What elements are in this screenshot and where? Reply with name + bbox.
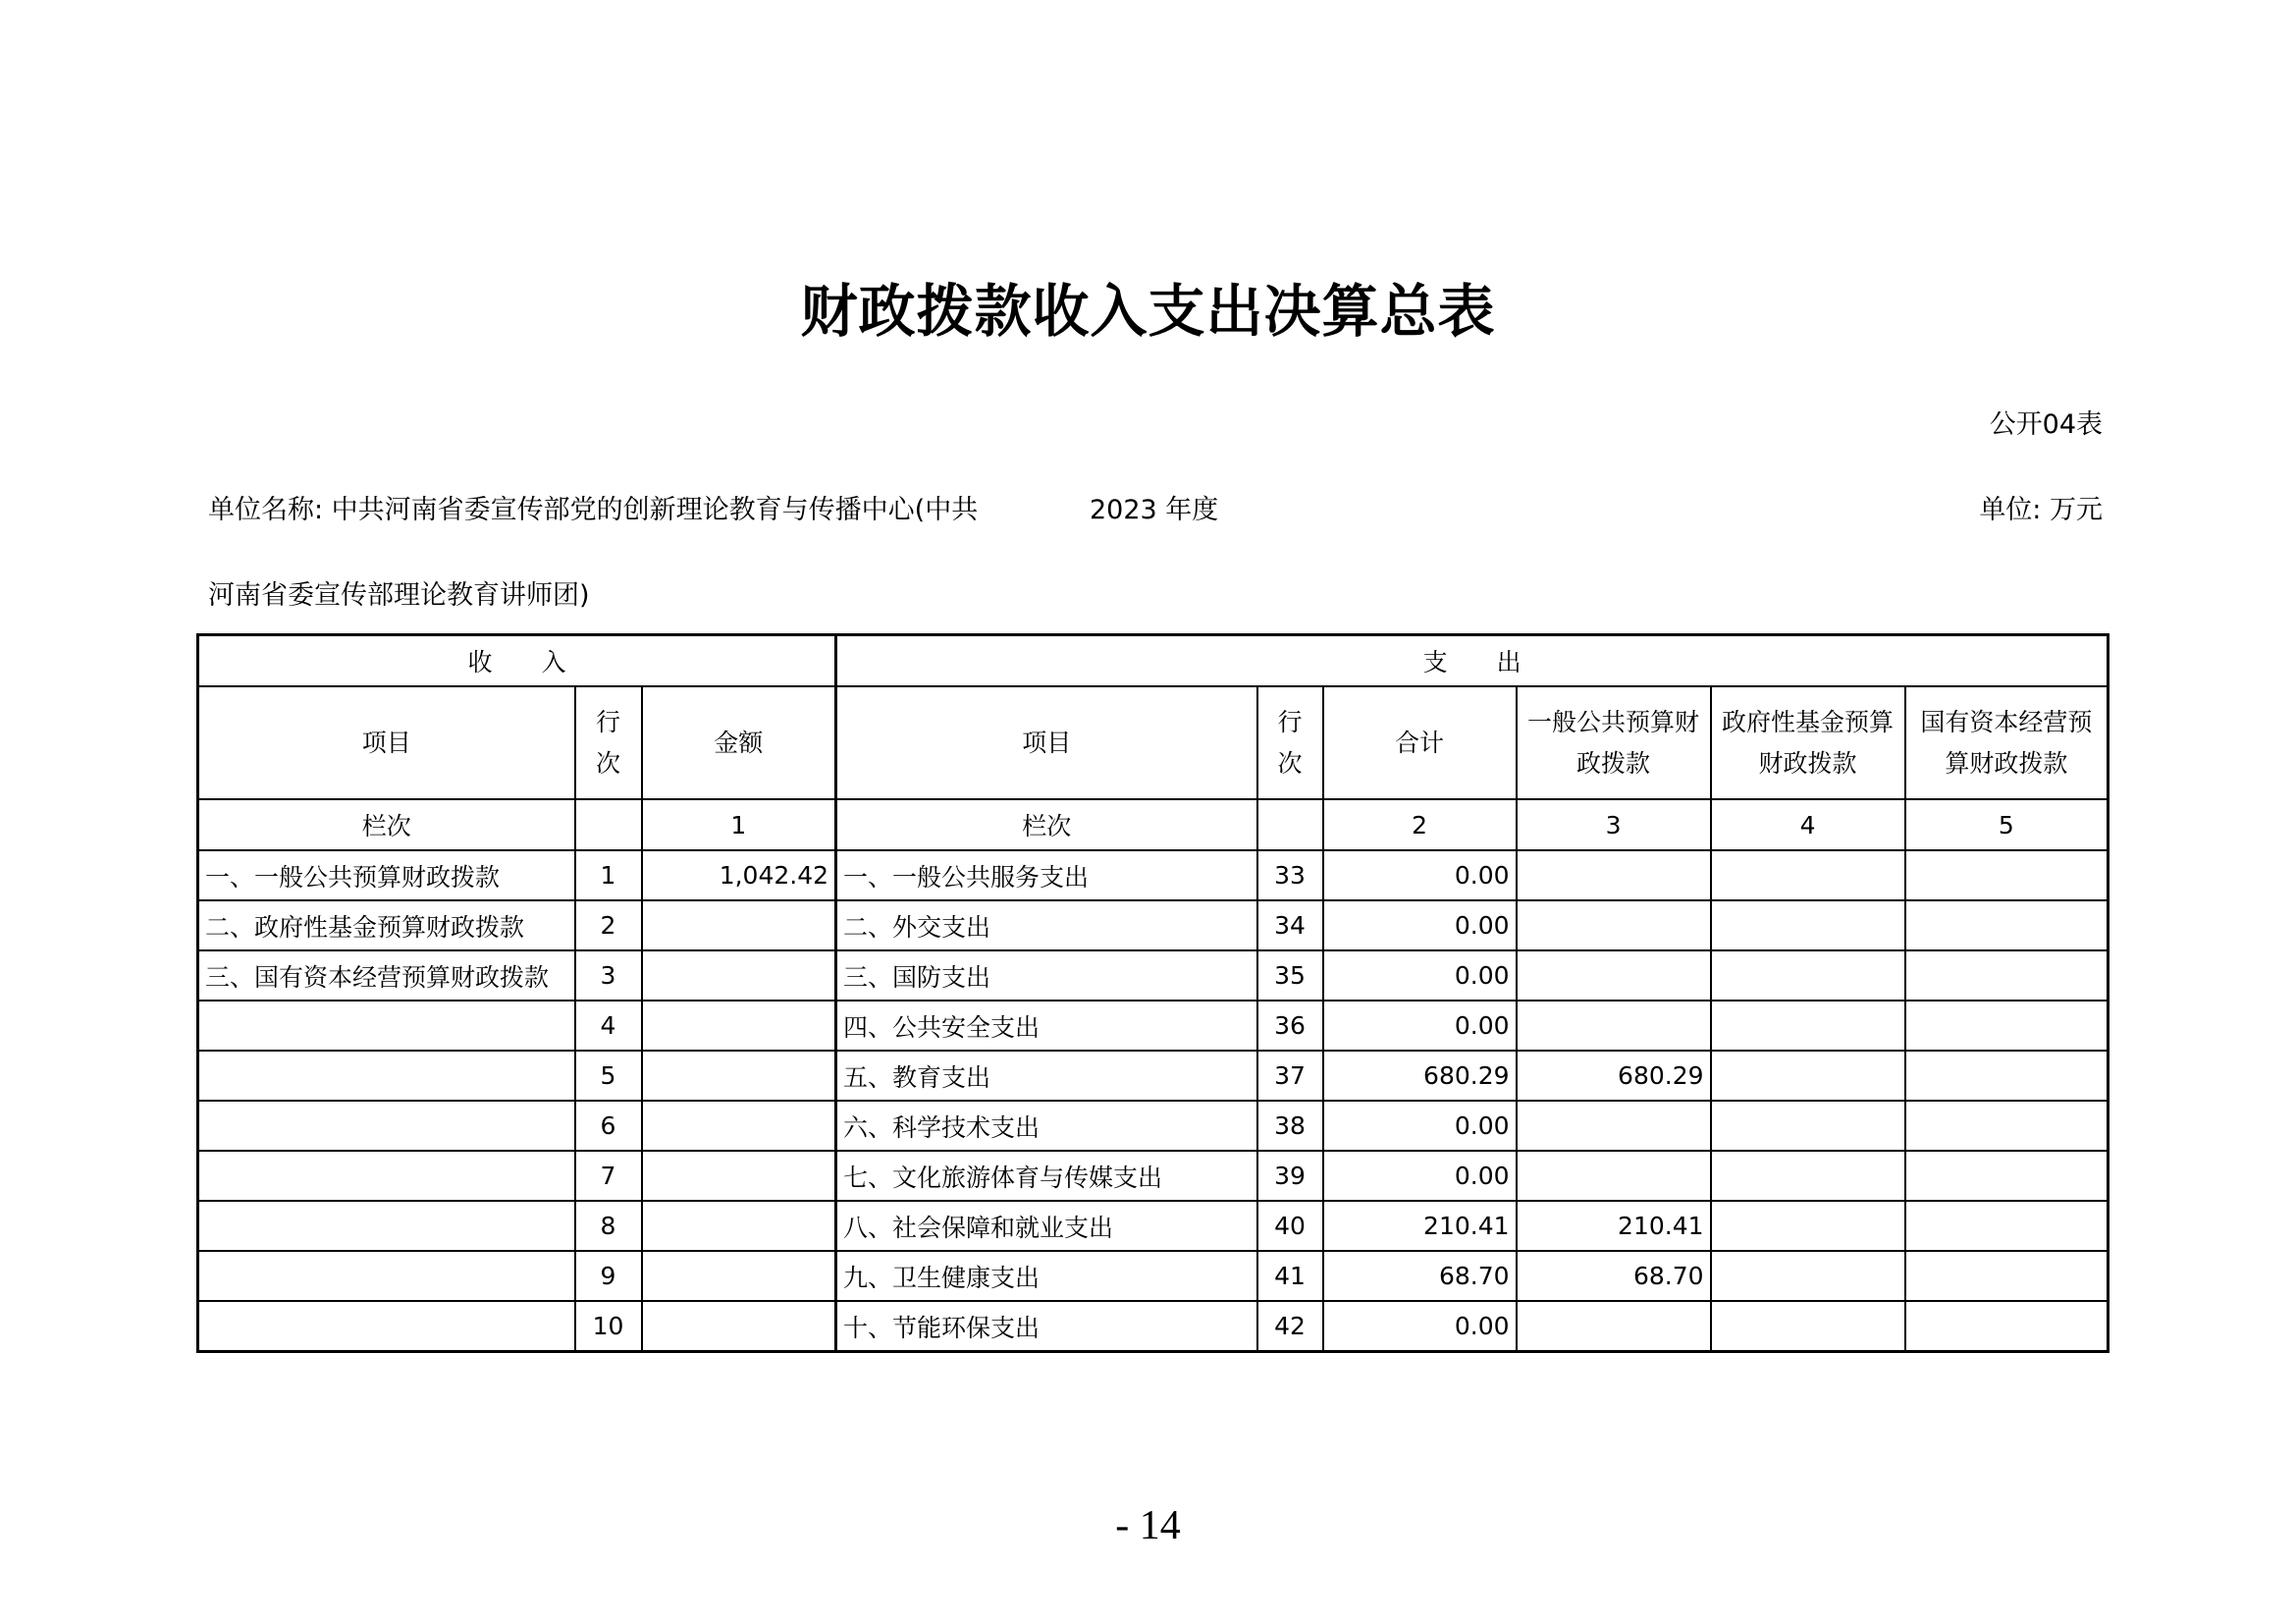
cell-state-capital bbox=[1905, 1001, 2109, 1051]
cell-income-amount bbox=[642, 1101, 836, 1151]
cell-income-item bbox=[198, 1101, 575, 1151]
cell-income-item bbox=[198, 1201, 575, 1251]
cell-state-capital bbox=[1905, 1201, 2109, 1251]
cell-general: 680.29 bbox=[1517, 1051, 1711, 1101]
cell-general bbox=[1517, 1151, 1711, 1201]
cell-income-item bbox=[198, 1151, 575, 1201]
fiscal-year: 2023 年度 bbox=[1090, 495, 1219, 525]
cell-income-row: 7 bbox=[575, 1151, 642, 1201]
table-row bbox=[198, 1001, 2109, 1051]
cell-state-capital bbox=[1905, 1151, 2109, 1201]
cell-income-row: 3 bbox=[575, 950, 642, 1001]
cell-expense-item: 八、社会保障和就业支出 bbox=[836, 1201, 1257, 1251]
cell-income-amount bbox=[642, 1051, 836, 1101]
cell-total: 68.70 bbox=[1323, 1251, 1517, 1301]
cell-expense-row: 42 bbox=[1257, 1301, 1323, 1352]
cell-expense-row: 34 bbox=[1257, 900, 1323, 950]
index-income-amount: 1 bbox=[642, 799, 836, 850]
cell-expense-item: 十、节能环保支出 bbox=[836, 1301, 1257, 1352]
cell-income-amount bbox=[642, 1151, 836, 1201]
cell-total: 210.41 bbox=[1323, 1201, 1517, 1251]
cell-expense-item: 四、公共安全支出 bbox=[836, 1001, 1257, 1051]
cell-income-amount bbox=[642, 1001, 836, 1051]
cell-income-row: 4 bbox=[575, 1001, 642, 1051]
cell-fund bbox=[1711, 850, 1905, 900]
cell-expense-item: 三、国防支出 bbox=[836, 950, 1257, 1001]
header-expense-item: 项目 bbox=[836, 686, 1257, 799]
cell-fund bbox=[1711, 1001, 1905, 1051]
table-row bbox=[198, 850, 2109, 900]
cell-income-amount bbox=[642, 1201, 836, 1251]
table-row bbox=[198, 1151, 2109, 1201]
cell-general bbox=[1517, 850, 1711, 900]
table-row bbox=[198, 1251, 2109, 1301]
cell-expense-row: 37 bbox=[1257, 1051, 1323, 1101]
cell-income-item bbox=[198, 1251, 575, 1301]
cell-total: 0.00 bbox=[1323, 850, 1517, 900]
cell-income-item: 三、国有资本经营预算财政拨款 bbox=[198, 950, 575, 1001]
cell-total: 0.00 bbox=[1323, 1151, 1517, 1201]
cell-income-amount bbox=[642, 1301, 836, 1352]
index-expense-row bbox=[1257, 799, 1323, 850]
cell-state-capital bbox=[1905, 1251, 2109, 1301]
page-title: 财政拨款收入支出决算总表 bbox=[800, 278, 1496, 345]
cell-general bbox=[1517, 1001, 1711, 1051]
cell-expense-row: 36 bbox=[1257, 1001, 1323, 1051]
cell-income-item bbox=[198, 1301, 575, 1352]
cell-expense-item: 二、外交支出 bbox=[836, 900, 1257, 950]
cell-income-item bbox=[198, 1051, 575, 1101]
table-row bbox=[198, 1051, 2109, 1101]
cell-total: 0.00 bbox=[1323, 1101, 1517, 1151]
cell-fund bbox=[1711, 900, 1905, 950]
cell-expense-row: 39 bbox=[1257, 1151, 1323, 1201]
column-header-row bbox=[198, 686, 2109, 799]
index-state-capital: 5 bbox=[1905, 799, 2109, 850]
cell-general: 210.41 bbox=[1517, 1201, 1711, 1251]
header-income-item: 项目 bbox=[198, 686, 575, 799]
cell-general bbox=[1517, 950, 1711, 1001]
cell-fund bbox=[1711, 1051, 1905, 1101]
cell-expense-item: 七、文化旅游体育与传媒支出 bbox=[836, 1151, 1257, 1201]
header-income-row: 行次 bbox=[575, 686, 642, 799]
cell-total: 0.00 bbox=[1323, 950, 1517, 1001]
table-row bbox=[198, 1301, 2109, 1352]
cell-fund bbox=[1711, 1251, 1905, 1301]
cell-fund bbox=[1711, 1151, 1905, 1201]
cell-income-amount bbox=[642, 950, 836, 1001]
unit-name-line1: 单位名称: 中共河南省委宣传部党的创新理论教育与传播中心(中共 bbox=[208, 495, 979, 525]
header-income-amount: 金额 bbox=[642, 686, 836, 799]
cell-income-row: 5 bbox=[575, 1051, 642, 1101]
cell-income-row: 10 bbox=[575, 1301, 642, 1352]
cell-state-capital bbox=[1905, 850, 2109, 900]
cell-state-capital bbox=[1905, 1051, 2109, 1101]
income-section-header: 收 入 bbox=[198, 635, 836, 687]
cell-income-amount: 1,042.42 bbox=[642, 850, 836, 900]
cell-income-item bbox=[198, 1001, 575, 1051]
index-income-row bbox=[575, 799, 642, 850]
cell-fund bbox=[1711, 950, 1905, 1001]
cell-income-row: 1 bbox=[575, 850, 642, 900]
cell-income-row: 2 bbox=[575, 900, 642, 950]
cell-state-capital bbox=[1905, 1101, 2109, 1151]
index-total: 2 bbox=[1323, 799, 1517, 850]
cell-state-capital bbox=[1905, 950, 2109, 1001]
header-expense-row: 行次 bbox=[1257, 686, 1323, 799]
cell-state-capital bbox=[1905, 900, 2109, 950]
cell-income-row: 6 bbox=[575, 1101, 642, 1151]
index-income-item: 栏次 bbox=[198, 799, 575, 850]
cell-general bbox=[1517, 1301, 1711, 1352]
cell-general bbox=[1517, 1101, 1711, 1151]
cell-expense-item: 六、科学技术支出 bbox=[836, 1101, 1257, 1151]
index-general: 3 bbox=[1517, 799, 1711, 850]
cell-fund bbox=[1711, 1101, 1905, 1151]
cell-total: 0.00 bbox=[1323, 900, 1517, 950]
header-general-budget: 一般公共预算财政拨款 bbox=[1517, 686, 1711, 799]
page-number: - 14 bbox=[1115, 1503, 1181, 1548]
column-index-row bbox=[198, 799, 2109, 850]
table-row bbox=[198, 950, 2109, 1001]
index-fund: 4 bbox=[1711, 799, 1905, 850]
cell-general: 68.70 bbox=[1517, 1251, 1711, 1301]
index-expense-item: 栏次 bbox=[836, 799, 1257, 850]
cell-expense-item: 一、一般公共服务支出 bbox=[836, 850, 1257, 900]
cell-fund bbox=[1711, 1301, 1905, 1352]
cell-income-item: 二、政府性基金预算财政拨款 bbox=[198, 900, 575, 950]
cell-state-capital bbox=[1905, 1301, 2109, 1352]
cell-total: 0.00 bbox=[1323, 1301, 1517, 1352]
cell-expense-row: 40 bbox=[1257, 1201, 1323, 1251]
table-row bbox=[198, 1101, 2109, 1151]
header-fund-budget: 政府性基金预算财政拨款 bbox=[1711, 686, 1905, 799]
currency-unit: 单位: 万元 bbox=[1979, 495, 2103, 525]
unit-name-line2: 河南省委宣传部理论教育讲师团) bbox=[208, 580, 590, 611]
budget-table bbox=[196, 633, 2109, 1353]
table-row bbox=[198, 1201, 2109, 1251]
cell-fund bbox=[1711, 1201, 1905, 1251]
expense-section-header: 支 出 bbox=[836, 635, 2109, 687]
cell-general bbox=[1517, 900, 1711, 950]
header-total: 合计 bbox=[1323, 686, 1517, 799]
section-header-row bbox=[198, 635, 2109, 687]
cell-expense-row: 38 bbox=[1257, 1101, 1323, 1151]
cell-expense-row: 33 bbox=[1257, 850, 1323, 900]
cell-income-amount bbox=[642, 1251, 836, 1301]
table-row bbox=[198, 900, 2109, 950]
cell-total: 680.29 bbox=[1323, 1051, 1517, 1101]
cell-income-item: 一、一般公共预算财政拨款 bbox=[198, 850, 575, 900]
cell-income-amount bbox=[642, 900, 836, 950]
cell-expense-item: 五、教育支出 bbox=[836, 1051, 1257, 1101]
header-state-capital-budget: 国有资本经营预算财政拨款 bbox=[1905, 686, 2109, 799]
cell-total: 0.00 bbox=[1323, 1001, 1517, 1051]
form-code: 公开04表 bbox=[1989, 409, 2103, 440]
cell-income-row: 9 bbox=[575, 1251, 642, 1301]
cell-expense-row: 35 bbox=[1257, 950, 1323, 1001]
cell-expense-item: 九、卫生健康支出 bbox=[836, 1251, 1257, 1301]
cell-income-row: 8 bbox=[575, 1201, 642, 1251]
cell-expense-row: 41 bbox=[1257, 1251, 1323, 1301]
